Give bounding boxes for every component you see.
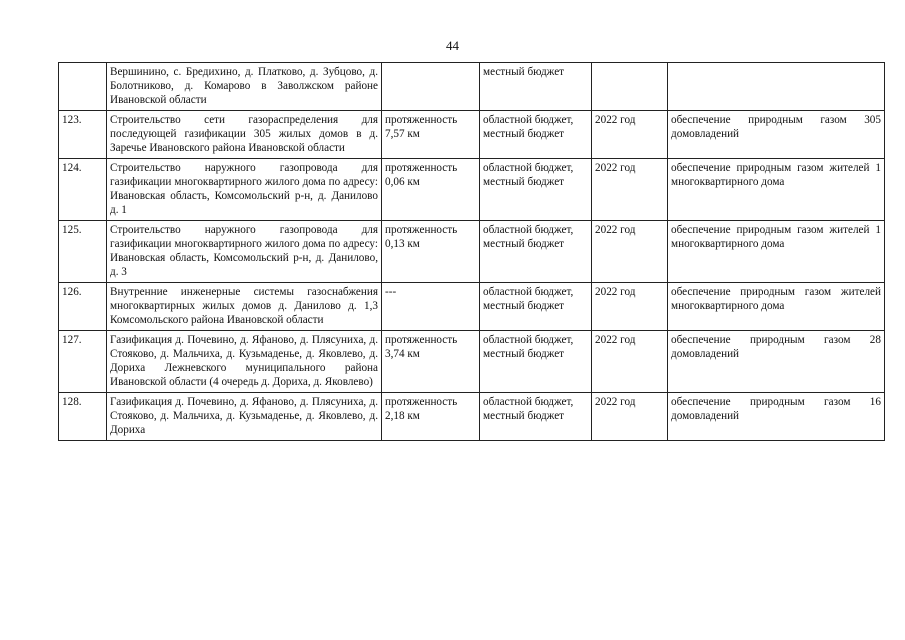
funding-source: областной бюджет, местный бюджет [480, 221, 592, 283]
row-number: 123. [59, 111, 107, 159]
row-number: 124. [59, 159, 107, 221]
result: обеспечение природным газом жителей 1 многоквартирного дома [668, 159, 885, 221]
year: 2022 год [592, 159, 668, 221]
object-name: Строительство наружного газопровода для газификации многоквартирного жилого дома по адресу: Ивановская область, Комсомольский р-н, д. Данилово, д. 3 [107, 221, 382, 283]
result: обеспечение природным газом 28 домовладений [668, 331, 885, 393]
capacity [382, 63, 480, 111]
row-number: 125. [59, 221, 107, 283]
gasification-table [58, 62, 885, 441]
funding-source: областной бюджет, местный бюджет [480, 111, 592, 159]
capacity: протяженность 0,06 км [382, 159, 480, 221]
table-row [59, 159, 885, 221]
year: 2022 год [592, 111, 668, 159]
object-name: Внутренние инженерные системы газоснабжения многоквартирных жилых домов д. Данилово д. 1,3 Комсомольского района Ивановской области [107, 283, 382, 331]
object-name: Газификация д. Почевино, д. Яфаново, д. Плясуниха, д. Стояково, д. Мальчиха, д. Кузьмаденье, д. Яковлево, д. Дориха Лежневского муниципального района Ивановской области (4 очередь д. Дориха, д. Яковлево) [107, 331, 382, 393]
result: обеспечение природным газом жителей многоквартирного дома [668, 283, 885, 331]
year: 2022 год [592, 393, 668, 441]
funding-source: местный бюджет [480, 63, 592, 111]
result: обеспечение природным газом жителей 1 многоквартирного дома [668, 221, 885, 283]
result [668, 63, 885, 111]
funding-source: областной бюджет, местный бюджет [480, 159, 592, 221]
table-row [59, 331, 885, 393]
year [592, 63, 668, 111]
row-number: 127. [59, 331, 107, 393]
row-number: 128. [59, 393, 107, 441]
funding-source: областной бюджет, местный бюджет [480, 331, 592, 393]
capacity: --- [382, 283, 480, 331]
row-number [59, 63, 107, 111]
table-row [59, 63, 885, 111]
object-name: Строительство сети газораспределения для последующей газификации 305 жилых домов в д. Заречье Ивановского района Ивановской области [107, 111, 382, 159]
object-name: Вершинино, с. Бредихино, д. Платково, д. Зубцово, д. Болотниково, д. Комарово в Заволжском районе Ивановской области [107, 63, 382, 111]
table-row [59, 111, 885, 159]
object-name: Газификация д. Почевино, д. Яфаново, д. Плясуниха, д. Стояково, д. Мальчиха, д. Кузьмаденье, д. Яковлево, д. Дориха [107, 393, 382, 441]
table-row [59, 393, 885, 441]
year: 2022 год [592, 221, 668, 283]
result: обеспечение природным газом 305 домовладений [668, 111, 885, 159]
capacity: протяженность 2,18 км [382, 393, 480, 441]
row-number: 126. [59, 283, 107, 331]
year: 2022 год [592, 331, 668, 393]
table-row [59, 221, 885, 283]
table-row [59, 283, 885, 331]
capacity: протяженность 3,74 км [382, 331, 480, 393]
year: 2022 год [592, 283, 668, 331]
capacity: протяженность 0,13 км [382, 221, 480, 283]
capacity: протяженность 7,57 км [382, 111, 480, 159]
object-name: Строительство наружного газопровода для газификации многоквартирного жилого дома по адресу: Ивановская область, Комсомольский р-н, д. Данилово д. 1 [107, 159, 382, 221]
result: обеспечение природным газом 16 домовладений [668, 393, 885, 441]
funding-source: областной бюджет, местный бюджет [480, 393, 592, 441]
page-number: 44 [446, 38, 459, 53]
funding-source: областной бюджет, местный бюджет [480, 283, 592, 331]
